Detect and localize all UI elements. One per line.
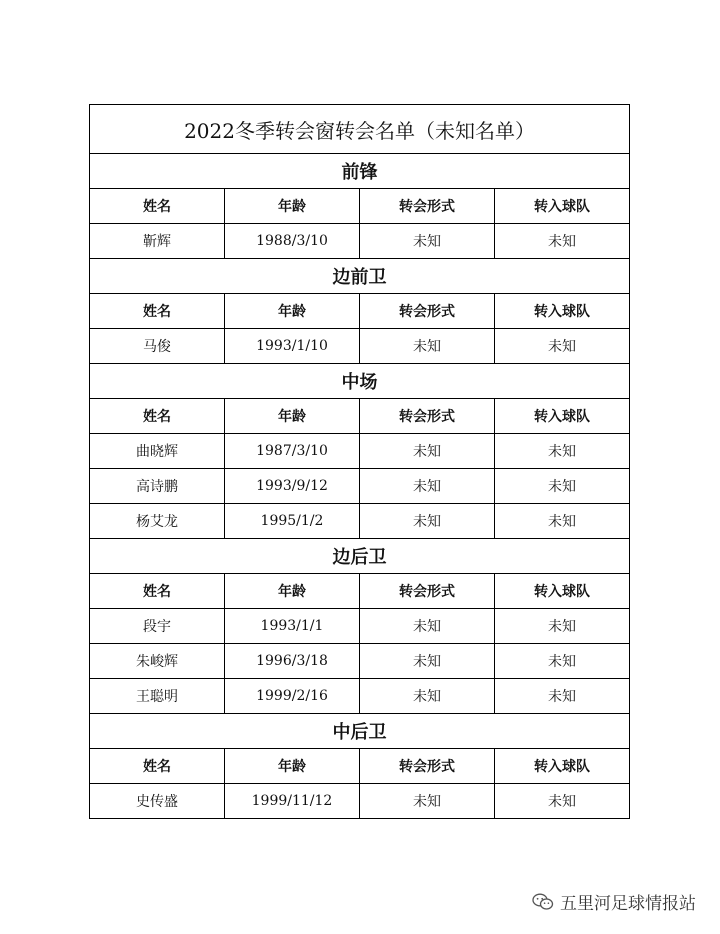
birthdate-cell: 1995/1/2 [225, 504, 360, 539]
column-header: 年龄 [225, 749, 360, 784]
section-title: 前锋 [90, 154, 630, 189]
transfer-type-cell: 未知 [360, 784, 495, 819]
destination-team-cell: 未知 [495, 434, 630, 469]
player-name-cell: 朱峻辉 [90, 644, 225, 679]
section-row [90, 364, 630, 399]
column-header: 转入球队 [495, 294, 630, 329]
column-header: 转会形式 [360, 294, 495, 329]
table-row [90, 679, 630, 714]
birthdate-cell: 1993/1/1 [225, 609, 360, 644]
player-name-cell: 高诗鹏 [90, 469, 225, 504]
section-title: 中场 [90, 364, 630, 399]
birthdate-cell: 1993/1/10 [225, 329, 360, 364]
player-name-cell: 杨艾龙 [90, 504, 225, 539]
player-name-cell: 段宇 [90, 609, 225, 644]
transfer-type-cell: 未知 [360, 504, 495, 539]
birthdate-cell: 1993/9/12 [225, 469, 360, 504]
table-row [90, 224, 630, 259]
column-header-row [90, 294, 630, 329]
birthdate-cell: 1988/3/10 [225, 224, 360, 259]
transfer-type-cell: 未知 [360, 469, 495, 504]
player-name-cell: 马俊 [90, 329, 225, 364]
player-name-cell: 靳辉 [90, 224, 225, 259]
column-header-row [90, 574, 630, 609]
section-row [90, 539, 630, 574]
column-header: 姓名 [90, 399, 225, 434]
table-row [90, 784, 630, 819]
birthdate-cell: 1999/11/12 [225, 784, 360, 819]
destination-team-cell: 未知 [495, 329, 630, 364]
destination-team-cell: 未知 [495, 679, 630, 714]
column-header: 转入球队 [495, 399, 630, 434]
column-header: 转会形式 [360, 749, 495, 784]
player-name-cell: 王聪明 [90, 679, 225, 714]
birthdate-cell: 1987/3/10 [225, 434, 360, 469]
column-header-row [90, 399, 630, 434]
column-header: 年龄 [225, 574, 360, 609]
title-row [90, 105, 630, 154]
column-header: 姓名 [90, 189, 225, 224]
player-name-cell: 史传盛 [90, 784, 225, 819]
table-row [90, 329, 630, 364]
transfer-list-table [89, 104, 630, 819]
table-title: 2022冬季转会窗转会名单（未知名单） [90, 105, 630, 154]
table-row [90, 434, 630, 469]
transfer-type-cell: 未知 [360, 224, 495, 259]
section-row [90, 714, 630, 749]
destination-team-cell: 未知 [495, 644, 630, 679]
watermark [532, 889, 696, 914]
destination-team-cell: 未知 [495, 224, 630, 259]
destination-team-cell: 未知 [495, 504, 630, 539]
table-row [90, 504, 630, 539]
column-header: 姓名 [90, 294, 225, 329]
destination-team-cell: 未知 [495, 609, 630, 644]
column-header: 转会形式 [360, 399, 495, 434]
transfer-type-cell: 未知 [360, 644, 495, 679]
transfer-type-cell: 未知 [360, 434, 495, 469]
column-header: 姓名 [90, 749, 225, 784]
transfer-type-cell: 未知 [360, 679, 495, 714]
section-row [90, 259, 630, 294]
table-row [90, 644, 630, 679]
table-row [90, 469, 630, 504]
wechat-icon [532, 893, 554, 911]
column-header: 转入球队 [495, 574, 630, 609]
section-title: 中后卫 [90, 714, 630, 749]
column-header: 年龄 [225, 189, 360, 224]
column-header: 年龄 [225, 294, 360, 329]
watermark-text: 五里河足球情报站 [560, 894, 696, 914]
destination-team-cell: 未知 [495, 469, 630, 504]
column-header: 转入球队 [495, 189, 630, 224]
section-row [90, 154, 630, 189]
column-header: 姓名 [90, 574, 225, 609]
table-row [90, 609, 630, 644]
section-title: 边前卫 [90, 259, 630, 294]
birthdate-cell: 1999/2/16 [225, 679, 360, 714]
column-header: 转会形式 [360, 189, 495, 224]
transfer-type-cell: 未知 [360, 329, 495, 364]
column-header-row [90, 189, 630, 224]
column-header: 转会形式 [360, 574, 495, 609]
column-header: 转入球队 [495, 749, 630, 784]
column-header-row [90, 749, 630, 784]
transfer-type-cell: 未知 [360, 609, 495, 644]
section-title: 边后卫 [90, 539, 630, 574]
birthdate-cell: 1996/3/18 [225, 644, 360, 679]
column-header: 年龄 [225, 399, 360, 434]
player-name-cell: 曲晓辉 [90, 434, 225, 469]
destination-team-cell: 未知 [495, 784, 630, 819]
